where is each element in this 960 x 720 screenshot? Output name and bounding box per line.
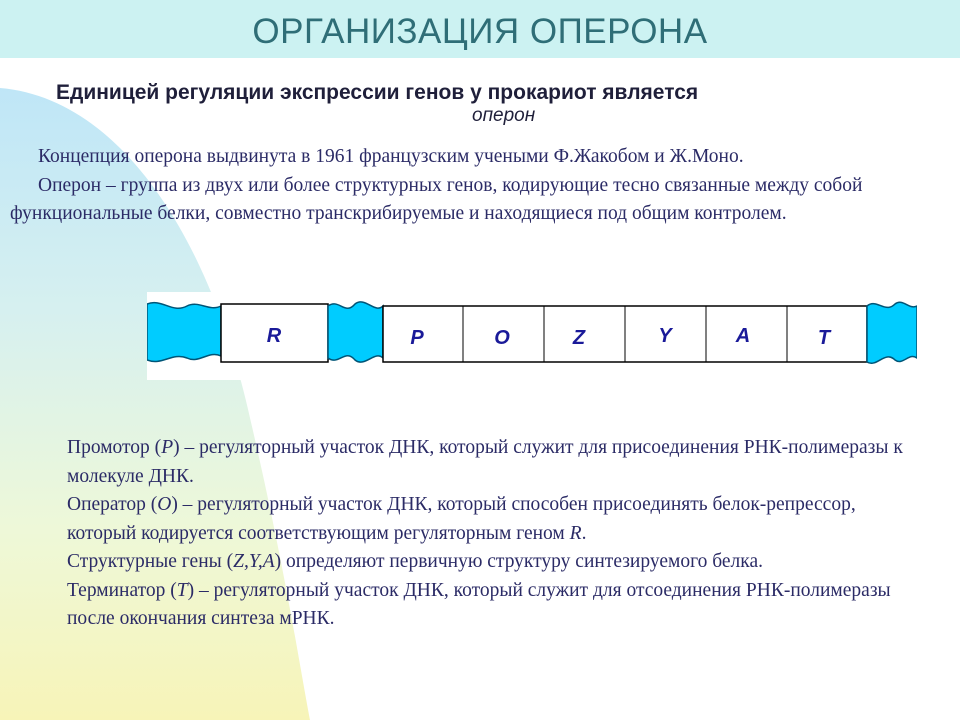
definition-operator-regulator-symbol: R bbox=[569, 522, 582, 544]
definitions bbox=[67, 434, 927, 634]
definition-terminator-symbol: Т bbox=[176, 579, 188, 601]
definition-structural-symbol: Z,Y,A bbox=[233, 551, 275, 572]
definition-promoter-text: ) – регуляторный участок ДНК, который служит для присоединения РНК-полимеразы к молекуле ДНК. bbox=[67, 437, 903, 487]
gene-label-r: R bbox=[266, 325, 282, 347]
slide-subtitle: Единицей регуляции экспрессии генов у прокариот является bbox=[56, 81, 699, 104]
gene-label-p: P bbox=[410, 327, 424, 349]
gene-label-y: Y bbox=[658, 325, 672, 347]
dna-segment-left bbox=[147, 303, 221, 362]
gene-label-a: A bbox=[735, 325, 751, 347]
definition-operator-end: . bbox=[581, 522, 587, 544]
definition-terminator-text: ) – регуляторный участок ДНК, который служит для отсоединения РНК-полимеразы после окончания синтеза мРНК. bbox=[67, 579, 891, 629]
operon-diagram bbox=[147, 292, 917, 380]
gene-label-z: Z bbox=[572, 327, 586, 349]
definition-terminator bbox=[67, 577, 927, 634]
dna-segment-middle bbox=[328, 302, 383, 362]
definition-operator bbox=[67, 491, 927, 548]
definition-structural-term: Структурные гены ( bbox=[67, 551, 234, 572]
definition-promoter bbox=[67, 434, 927, 491]
slide-subtitle-term: оперон bbox=[472, 105, 536, 126]
slide-title: ОРГАНИЗАЦИЯ ОПЕРОНА bbox=[252, 12, 708, 51]
intro-text bbox=[10, 143, 930, 229]
intro-paragraph-concept: Концепция оперона выдвинута в 1961 французским учеными Ф.Жакобом и Ж.Моно. bbox=[38, 146, 744, 167]
dna-segment-right bbox=[867, 302, 917, 363]
definition-promoter-symbol: Р bbox=[161, 437, 174, 458]
definition-operator-term: Оператор ( bbox=[67, 494, 158, 515]
definition-terminator-term: Терминатор ( bbox=[67, 579, 177, 601]
title-bar bbox=[0, 0, 960, 58]
definition-structural bbox=[67, 548, 927, 577]
definition-operator-symbol: О bbox=[157, 494, 172, 515]
intro-paragraph-definition: Оперон – группа из двух или более структурных генов, кодирующие тесно связанные между собой функциональные белки, совместно транскрибируемые и находящиеся под общим контролем. bbox=[10, 174, 863, 224]
definition-promoter-term: Промотор ( bbox=[67, 437, 162, 458]
gene-label-t: T bbox=[817, 327, 831, 349]
gene-label-o: O bbox=[494, 327, 510, 349]
definition-structural-text: ) определяют первичную структуру синтезируемого белка. bbox=[274, 551, 763, 572]
definition-operator-text: ) – регуляторный участок ДНК, который способен присоединять белок-репрессор, который кодируется соответствующим регуляторным геном bbox=[67, 494, 856, 544]
